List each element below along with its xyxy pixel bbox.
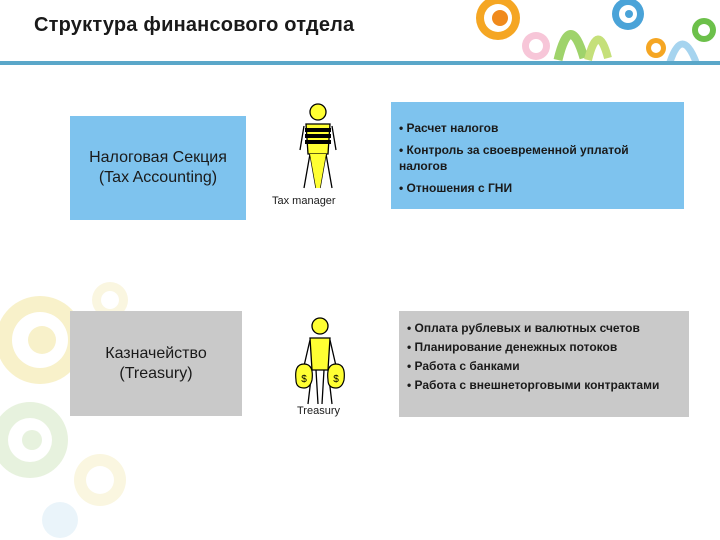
treasury-section-box	[70, 311, 242, 416]
treasury-figure-icon	[292, 316, 348, 406]
page-title: Структура финансового отдела	[34, 14, 355, 36]
money-bag-symbol: $	[301, 374, 307, 385]
tax-manager-figure-icon	[296, 102, 340, 190]
list-item: • Работа с банками	[407, 359, 520, 373]
treasury-figure-label: Treasury	[297, 405, 340, 417]
tax-section-box	[70, 116, 246, 220]
tax-duties-list	[391, 102, 684, 209]
tax-section-title: Налоговая Секция	[89, 149, 227, 166]
tax-section-subtitle: (Tax Accounting)	[98, 169, 218, 186]
money-bag-symbol: $	[333, 374, 339, 385]
list-item: • Отношения с ГНИ	[399, 181, 513, 195]
treasury-duties-list	[399, 311, 689, 417]
title-divider	[0, 61, 720, 65]
list-item: • Контроль за своевременной уплатой налогов	[399, 143, 629, 173]
list-item: • Оплата рублевых и валютных счетов	[407, 321, 640, 335]
treasury-section-subtitle: (Treasury)	[119, 364, 193, 382]
list-item: • Планирование денежных потоков	[407, 340, 618, 354]
tax-manager-label: Tax manager	[272, 195, 336, 207]
list-item: • Работа с внешнеторговыми контрактами	[407, 378, 660, 392]
treasury-section-title: Казначейство	[105, 344, 207, 362]
list-item: • Расчет налогов	[399, 121, 499, 135]
decorative-swirls-icon	[460, 0, 720, 64]
